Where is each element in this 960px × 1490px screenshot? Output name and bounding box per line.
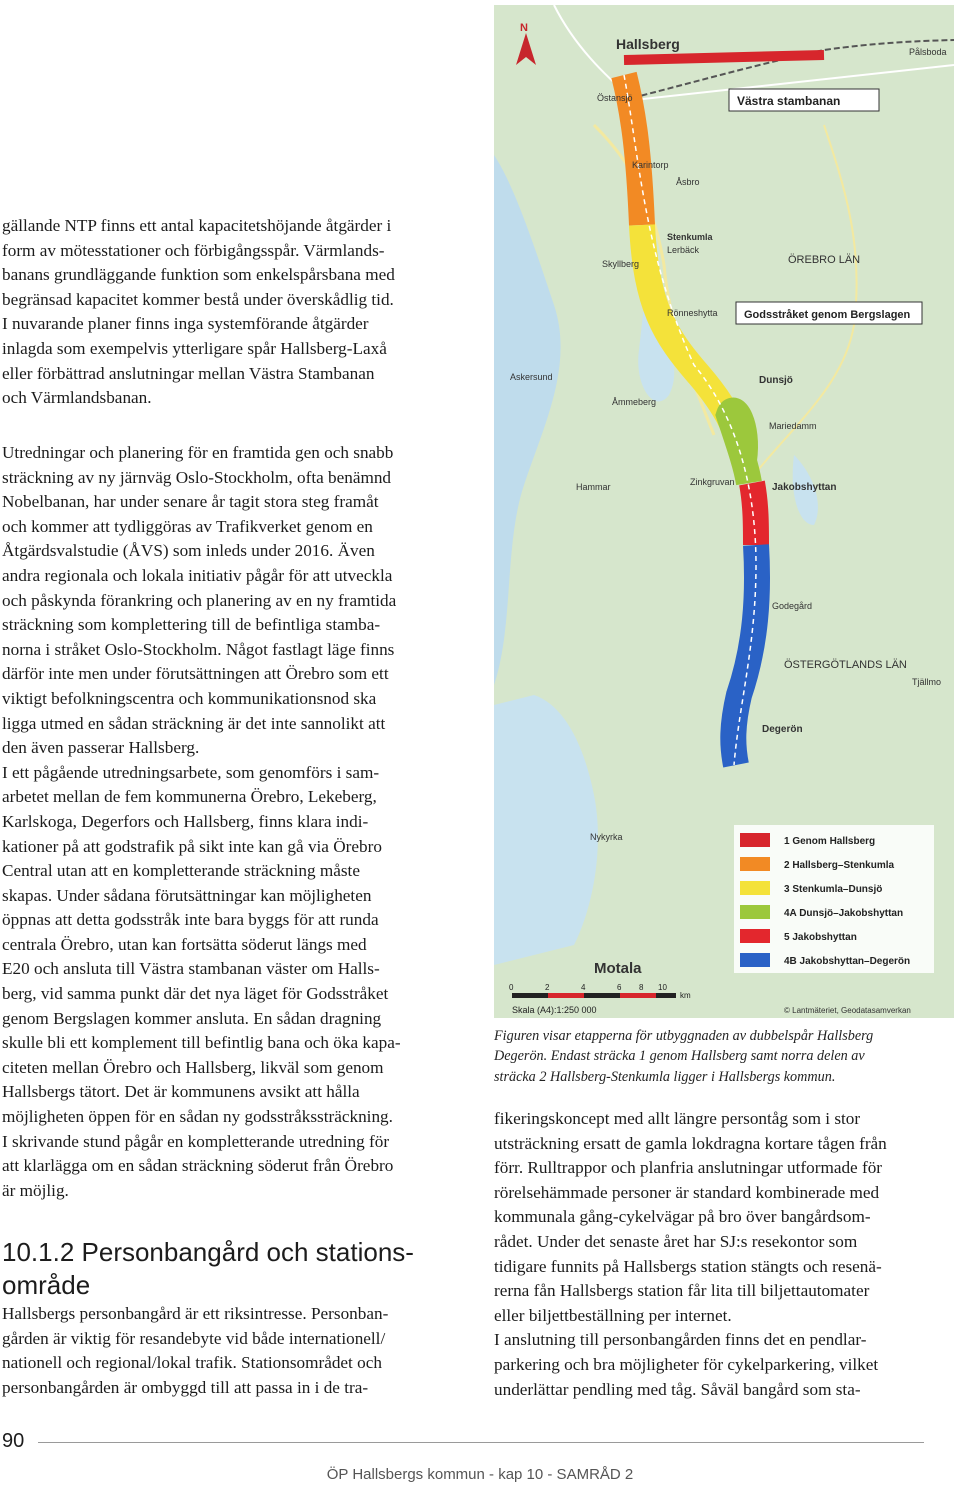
place-degeron: Degerön (762, 724, 803, 735)
place-dunsjo: Dunsjö (759, 375, 793, 386)
place-vastra-stambanan: Västra stambanan (737, 94, 841, 108)
place-orebro-lan: ÖREBRO LÄN (788, 254, 861, 266)
place-godsstraket: Godsstråket genom Bergslagen (744, 309, 911, 321)
place-jakobshyttan: Jakobshyttan (772, 482, 837, 493)
body-paragraph-2: Utredningar och planering för en framtida gen och snabb sträckning av ny järnväg Oslo-Stockholm, ofta benämnd Nobelbanan, har under senare år tagit stora steg framåt och kommer att tydliggöras av Trafikverket genom en Åtgärdsvalstudie (ÅVS) som inleds under 2016. Även andra regionala och lokala initiativ pågår för att utveckla och påskynda förankring och planering av en ny framtida sträckning som komplettering till de befintliga stamba- norna i stråket Oslo-Stockholm. Något fastlagt läge finns därför inte men under förutsättningen att Örebro som ett viktigt befolkningscentra och kommunikationsnod ska ligga utmed en sådan sträckning är det inte sannolikt att den även passerar Hallsberg. I ett pågående utredningsarbete, som genomförs i sam- arbetet mellan de fem kommunerna Örebro, Lekeberg, Karlskoga, Degerfors och Hallsberg, finns klara indi- kationer på att godstrafik på sikt inte kan gå via Örebro Central utan att en kompletterande sträckning måste skapas. Under sådana förutsättningar kan möjligheten öppnas att detta godsstråk inte bara byggs för att runda centrala Örebro, utan kan fortsätta söderut längs med E20 och ansluta till Västra stambanan väster om Halls- berg, vid samma punkt där det nya läget för Godsstråket genom Bergslagen kommer ansluta. En sådan dragning skulle bli ett komplement till befintlig bana och öka kapa- citeten mellan Örebro och Hallsberg, likväl som genom Hallsbergs tätort. Det är kommunens avsikt att hålla möjligheten öppen för en sådan ny godsstråkssträckning. I skrivande stund pågår en kompletterande utredning för att klarlägga om en sådan sträckning söderut från Örebro är möjlig. (2, 443, 401, 1200)
body-paragraph-3: Hallsbergs personbangård är ett riksintresse. Personban- gården är viktig för resandebyte vid både internationell/ nationell och regional/lokal trafik. Stationsområdet och personbangården är ombyggd till att passa in i de tra- (2, 1304, 389, 1397)
legend-swatch (740, 881, 770, 895)
scale-tick: 6 (617, 983, 622, 992)
scale-tick: 0 (509, 983, 514, 992)
legend-swatch (740, 857, 770, 871)
map-copyright: © Lantmäteriet, Geodatasamverkan (784, 1006, 911, 1015)
place-lerback: Lerbäck (667, 245, 700, 255)
place-ostergotlands-lan: ÖSTERGÖTLANDS LÄN (784, 659, 907, 671)
scale-tick: 8 (639, 983, 644, 992)
legend-swatch (740, 833, 770, 847)
map-legend (734, 825, 934, 973)
place-ostansjo: Östansjö (597, 93, 633, 103)
place-zinkgruvan: Zinkgruvan (690, 477, 735, 487)
scale-tick: 10 (658, 983, 667, 992)
figure-caption: Figuren visar etapperna för utbyggnaden av dubbelspår Hallsberg Degerön. Endast sträcka 1 genom Hallsberg samt norra delen av sträcka 2 Hallsberg-Stenkumla ligger i Hallsbergs kommun. (494, 1028, 874, 1085)
body-paragraph-4: fikeringskoncept med allt längre persontåg som i stor utsträckning ersatt de gamla lokdragna kortare tågen från förr. Rulltrappor och planfria anslutningar utformade för rörelsehämmade personer är standard kombinerade med kommunala gång-cykelvägar på bro över bangårdsom- rådet. Under det senaste året har SJ:s resekontor som tidigare funnits på Hallsbergs station stängts och resenä- rerna fån Hallsbergs station får lita till biljettautomater eller biljettbeställning per internet. I anslutning till personbangården finns det en pendlar- parkering och bra möjligheter för cykelparkering, vilket underlättar pendling med tåg. Såväl bangård som sta- (494, 1109, 887, 1399)
legend-label: 4A Dunsjö–Jakobshyttan (784, 908, 904, 919)
place-skyllberg: Skyllberg (602, 259, 640, 269)
place-askersund: Askersund (510, 372, 553, 382)
scale-tick: 4 (581, 983, 586, 992)
route-map (494, 5, 954, 1018)
page-number: 90 (2, 1430, 25, 1452)
legend-label: 4B Jakobshyttan–Degerön (784, 956, 911, 967)
north-label: N (520, 22, 528, 34)
legend-swatch (740, 905, 770, 919)
place-motala: Motala (594, 960, 642, 977)
section-heading: 10.1.2 Personbangård och stations- område (2, 1237, 414, 1300)
place-ammeberg: Åmmeberg (612, 397, 657, 407)
page-footer: ÖP Hallsbergs kommun - kap 10 - SAMRÅD 2 (326, 1466, 634, 1483)
legend-swatch (740, 929, 770, 943)
legend-label: 2 Hallsberg–Stenkumla (784, 860, 895, 871)
place-hallsberg: Hallsberg (616, 36, 680, 52)
place-palsboda: Pålsboda (909, 47, 947, 57)
scale-unit: km (680, 991, 691, 1000)
legend-label: 3 Stenkumla–Dunsjö (784, 884, 883, 895)
legend-label: 1 Genom Hallsberg (784, 836, 876, 847)
place-hammar: Hammar (576, 482, 611, 492)
route-segment-1 (624, 55, 824, 60)
place-karintorp: Karintorp (632, 160, 669, 170)
scale-tick: 2 (545, 983, 550, 992)
place-nykyrka: Nykyrka (590, 832, 623, 842)
place-ronneshytta: Rönneshytta (667, 308, 718, 318)
legend-background (734, 825, 934, 973)
place-asbro: Åsbro (676, 177, 700, 187)
place-mariedamm: Mariedamm (769, 421, 817, 431)
footer-divider (38, 1442, 924, 1443)
scale-text: Skala (A4):1:250 000 (512, 1005, 597, 1015)
place-stenkumla: Stenkumla (667, 232, 713, 242)
place-tjallmo: Tjällmo (912, 677, 942, 687)
body-paragraph-1: gällande NTP finns ett antal kapacitetshöjande åtgärder i form av mötesstationer och förbigångsspår. Värmlands- banans grundläggande funktion som enkelspårsbana med begränsad kapacitet kommer bestå under överskådlig tid. I nuvarande planer finns inga systemförande åtgärder inlagda som exempelvis ytterligare spår Hallsberg-Laxå eller förbättrad anslutningar mellan Västra Stambanan och Värmlandsbanan. (2, 216, 395, 408)
legend-label: 5 Jakobshyttan (784, 932, 857, 943)
legend-swatch (740, 953, 770, 967)
place-godegard: Godegård (772, 601, 813, 611)
